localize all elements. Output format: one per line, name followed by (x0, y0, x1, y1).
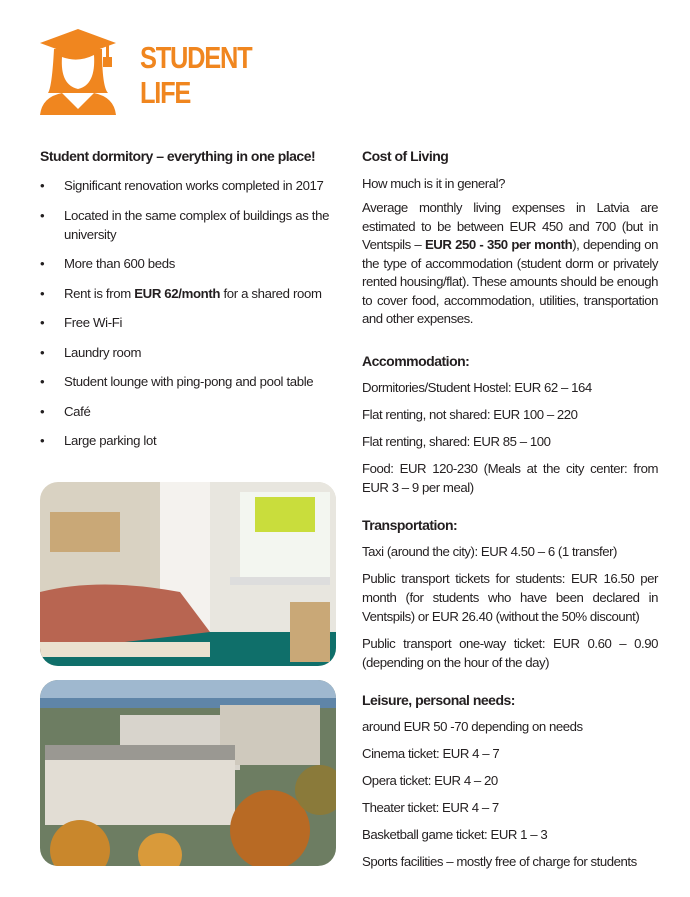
transportation-item: Taxi (around the city): EUR 4.50 – 6 (1 transfer) (362, 543, 618, 559)
graduate-student-icon (40, 27, 116, 115)
cost-question: How much is it in general? (362, 176, 505, 191)
transportation-heading: Transportation: (362, 516, 458, 533)
bullet-item (40, 343, 340, 362)
text: Laundry room (64, 344, 142, 360)
leisure-item: Cinema ticket: EUR 4 – 7 (362, 745, 500, 761)
dormitory-section (40, 147, 340, 461)
accommodation-item: Food: EUR 120-230 (Meals at the city center: from EUR 3 – 9 per meal) (362, 460, 658, 495)
leisure-list (362, 717, 658, 871)
leisure-heading: Leisure, personal needs: (362, 691, 515, 708)
leisure-item: Sports facilities – mostly free of charge for students (362, 853, 637, 869)
bullet-item (40, 372, 340, 391)
leisure-item: Opera ticket: EUR 4 – 20 (362, 772, 498, 788)
text: Free Wi-Fi (64, 315, 123, 330)
highlight-text: EUR 250 - 350 per month (424, 237, 573, 252)
bullet-item (40, 313, 340, 332)
transportation-item: Public transport tickets for students: EUR 16.50 per month (for students who have been declared in Ventspils) or EUR 26.40 (without the 50% discount) (362, 570, 658, 624)
cost-heading: Cost of Living (362, 148, 449, 164)
dorm-room-photo (40, 482, 336, 666)
text: Student lounge with ping-pong and pool table (64, 374, 314, 389)
campus-aerial-photo (40, 680, 336, 866)
text: Large parking lot (64, 433, 157, 448)
bullet-item (40, 254, 340, 273)
text: More than 600 beds (64, 256, 176, 271)
page-title (140, 40, 251, 110)
accommodation-heading: Accommodation: (362, 352, 470, 369)
title-line: STUDENT (140, 40, 252, 75)
leisure-item: Basketball game ticket: EUR 1 – 3 (362, 826, 548, 842)
transportation-list (362, 542, 658, 672)
text: for a shared room (220, 285, 322, 301)
text: Significant renovation works completed in 2017 (64, 178, 324, 193)
cost-of-living-section (362, 147, 658, 879)
text: Rent is from (64, 285, 135, 301)
text: Located in the same complex of buildings as the university (64, 207, 330, 242)
bullet-item (40, 284, 340, 303)
accommodation-item: Flat renting, shared: EUR 85 – 100 (362, 433, 551, 449)
bullet-item (40, 206, 340, 244)
text: Average monthly living expenses in Latvia are estimated to be between EUR 450 and 700 (but in Ventspils – (362, 200, 658, 252)
dormitory-heading: Student dormitory – everything in one place! (40, 148, 316, 164)
highlight-text: EUR 62/month (134, 285, 221, 301)
leisure-item: Theater ticket: EUR 4 – 7 (362, 799, 499, 815)
transportation-item: Public transport one-way ticket: EUR 0.60 – 0.90 (depending on the hour of the day) (362, 635, 658, 670)
accommodation-item: Flat renting, not shared: EUR 100 – 220 (362, 406, 578, 422)
bullet-item (40, 176, 340, 195)
cost-paragraph (362, 199, 658, 329)
accommodation-list (362, 378, 658, 497)
bullet-item (40, 431, 340, 450)
text: ), depending on the type of accommodation (student dorm or privately rented housing/flat). These amounts should be enough to cover food, accommodation, utilities, transportation and other expenses. (362, 237, 659, 326)
title-line: LIFE (140, 75, 191, 110)
bullet-item (40, 402, 340, 421)
text: Café (64, 403, 91, 419)
accommodation-item: Dormitories/Student Hostel: EUR 62 – 164 (362, 379, 592, 395)
leisure-item: around EUR 50 -70 depending on needs (362, 718, 583, 734)
dormitory-list (40, 176, 340, 450)
